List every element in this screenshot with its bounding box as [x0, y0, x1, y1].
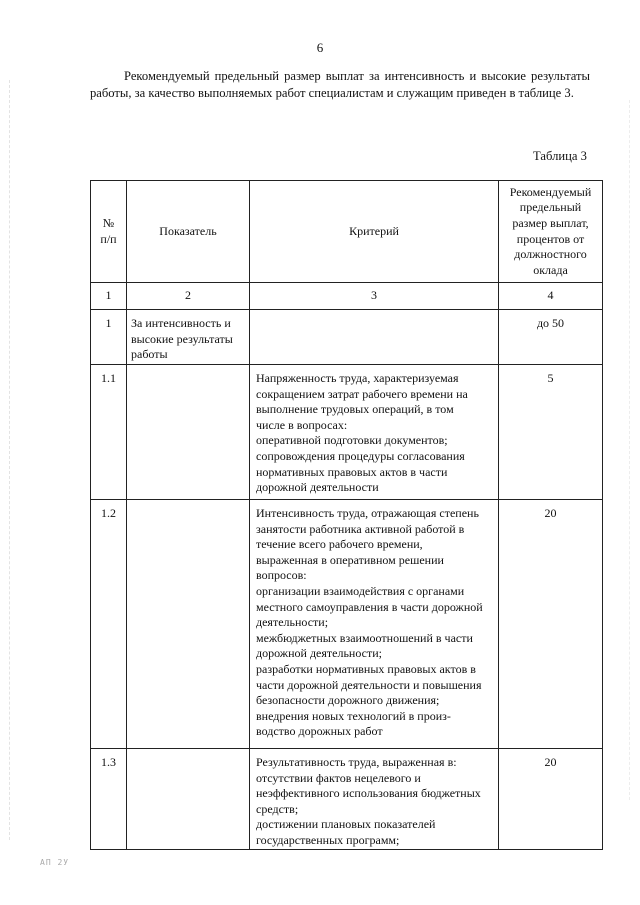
row-criterion — [250, 365, 499, 500]
text-line: дорожной деятельности — [256, 480, 379, 495]
text-line: отсутствии фактов нецелевого и — [256, 770, 421, 785]
text-line: предельный — [519, 200, 582, 215]
table-caption: Таблица 3 — [533, 149, 587, 163]
row-num: 1.3 — [91, 749, 127, 850]
table-row — [91, 749, 603, 850]
column-number: 2 — [127, 283, 250, 310]
text-line: нормативных правовых актов в части — [256, 464, 448, 479]
header-indicator: Показатель — [127, 181, 250, 283]
text-line: оперативной подготовки документов; — [256, 433, 448, 448]
text-line: вопросов: — [256, 568, 307, 583]
text-line: неэффективного использования бюджетных — [256, 786, 481, 801]
row-indicator — [127, 749, 250, 850]
row-num: 1.2 — [91, 500, 127, 749]
text-line: № — [102, 215, 115, 230]
text-line: работы — [131, 347, 168, 362]
text-line: государственных программ; — [256, 832, 400, 847]
text-line: безопасности дорожного движения; — [256, 693, 440, 708]
text-line: местного самоуправления в части дорожной — [256, 599, 483, 614]
header-payment — [499, 181, 603, 283]
text-line: выполнение трудовых операций, в том — [256, 402, 454, 417]
table-header-row — [91, 181, 603, 283]
row-criterion — [250, 500, 499, 749]
text-line: течение всего рабочего времени, — [256, 537, 423, 552]
intro-paragraph — [90, 68, 590, 102]
text-line: сопровождения процедуры согласования — [256, 448, 465, 463]
text-line: выраженная в оперативном решении — [256, 552, 444, 567]
row-criterion — [250, 310, 499, 365]
text-line: Рекомендуемый — [509, 184, 592, 199]
text-line: Интенсивность труда, отражающая степень — [256, 506, 479, 520]
text-line: внедрения новых технологий в произ- — [256, 708, 451, 723]
scan-edge-right — [629, 100, 631, 800]
text-line: размер выплат, — [512, 215, 589, 230]
row-payment: 5 — [499, 365, 603, 500]
column-number: 1 — [91, 283, 127, 310]
column-number: 3 — [250, 283, 499, 310]
column-numbers-row — [91, 283, 603, 310]
row-payment: до 50 — [499, 310, 603, 365]
row-indicator — [127, 310, 250, 365]
row-payment: 20 — [499, 500, 603, 749]
text-line: организации взаимодействия с органами — [256, 583, 465, 598]
text-line: водство дорожных работ — [256, 724, 383, 739]
row-payment: 20 — [499, 749, 603, 850]
row-num: 1.1 — [91, 365, 127, 500]
text-line: числе в вопросах: — [256, 417, 348, 432]
column-number: 4 — [499, 283, 603, 310]
text-line: п/п — [100, 231, 117, 246]
scan-edge-left — [9, 80, 11, 840]
table-row — [91, 365, 603, 500]
text-line: сокращением затрат рабочего времени на — [256, 386, 468, 401]
text-line: части дорожной деятельности и повышения — [256, 677, 482, 692]
footer-stamp: АП 2У — [40, 858, 70, 867]
text-line: оклада — [533, 262, 568, 277]
intro-text: Рекомендуемый предельный размер выплат за интенсивность и высокие результаты работы, за качество выполняемых работ специалистам и служащим приведен в таблице 3. — [90, 69, 590, 100]
table-row — [91, 310, 603, 365]
text-line: Напряженность труда, характеризуемая — [256, 371, 459, 385]
table-row — [91, 500, 603, 749]
header-num — [91, 181, 127, 283]
text-line: процентов от — [516, 231, 585, 246]
text-line: межбюджетных взаимоотношений в части — [256, 630, 473, 645]
header-criterion: Критерий — [250, 181, 499, 283]
text-line: Результативность труда, выраженная в: — [256, 755, 457, 769]
page-number: 6 — [316, 40, 324, 55]
text-line: дорожной деятельности; — [256, 646, 382, 661]
text-line: занятости работника активной работой в — [256, 521, 465, 536]
text-line: деятельности; — [256, 615, 329, 630]
text-line: достижении плановых показателей — [256, 817, 436, 832]
text-line: высокие результаты — [131, 331, 233, 346]
text-line: разработки нормативных правовых актов в — [256, 661, 476, 676]
text-line: средств; — [256, 801, 299, 816]
row-num: 1 — [91, 310, 127, 365]
row-criterion — [250, 749, 499, 850]
text-line: должностного — [514, 247, 587, 262]
text-line: За интенсивность и — [131, 316, 231, 330]
row-indicator — [127, 500, 250, 749]
row-indicator — [127, 365, 250, 500]
payments-table — [90, 180, 603, 850]
